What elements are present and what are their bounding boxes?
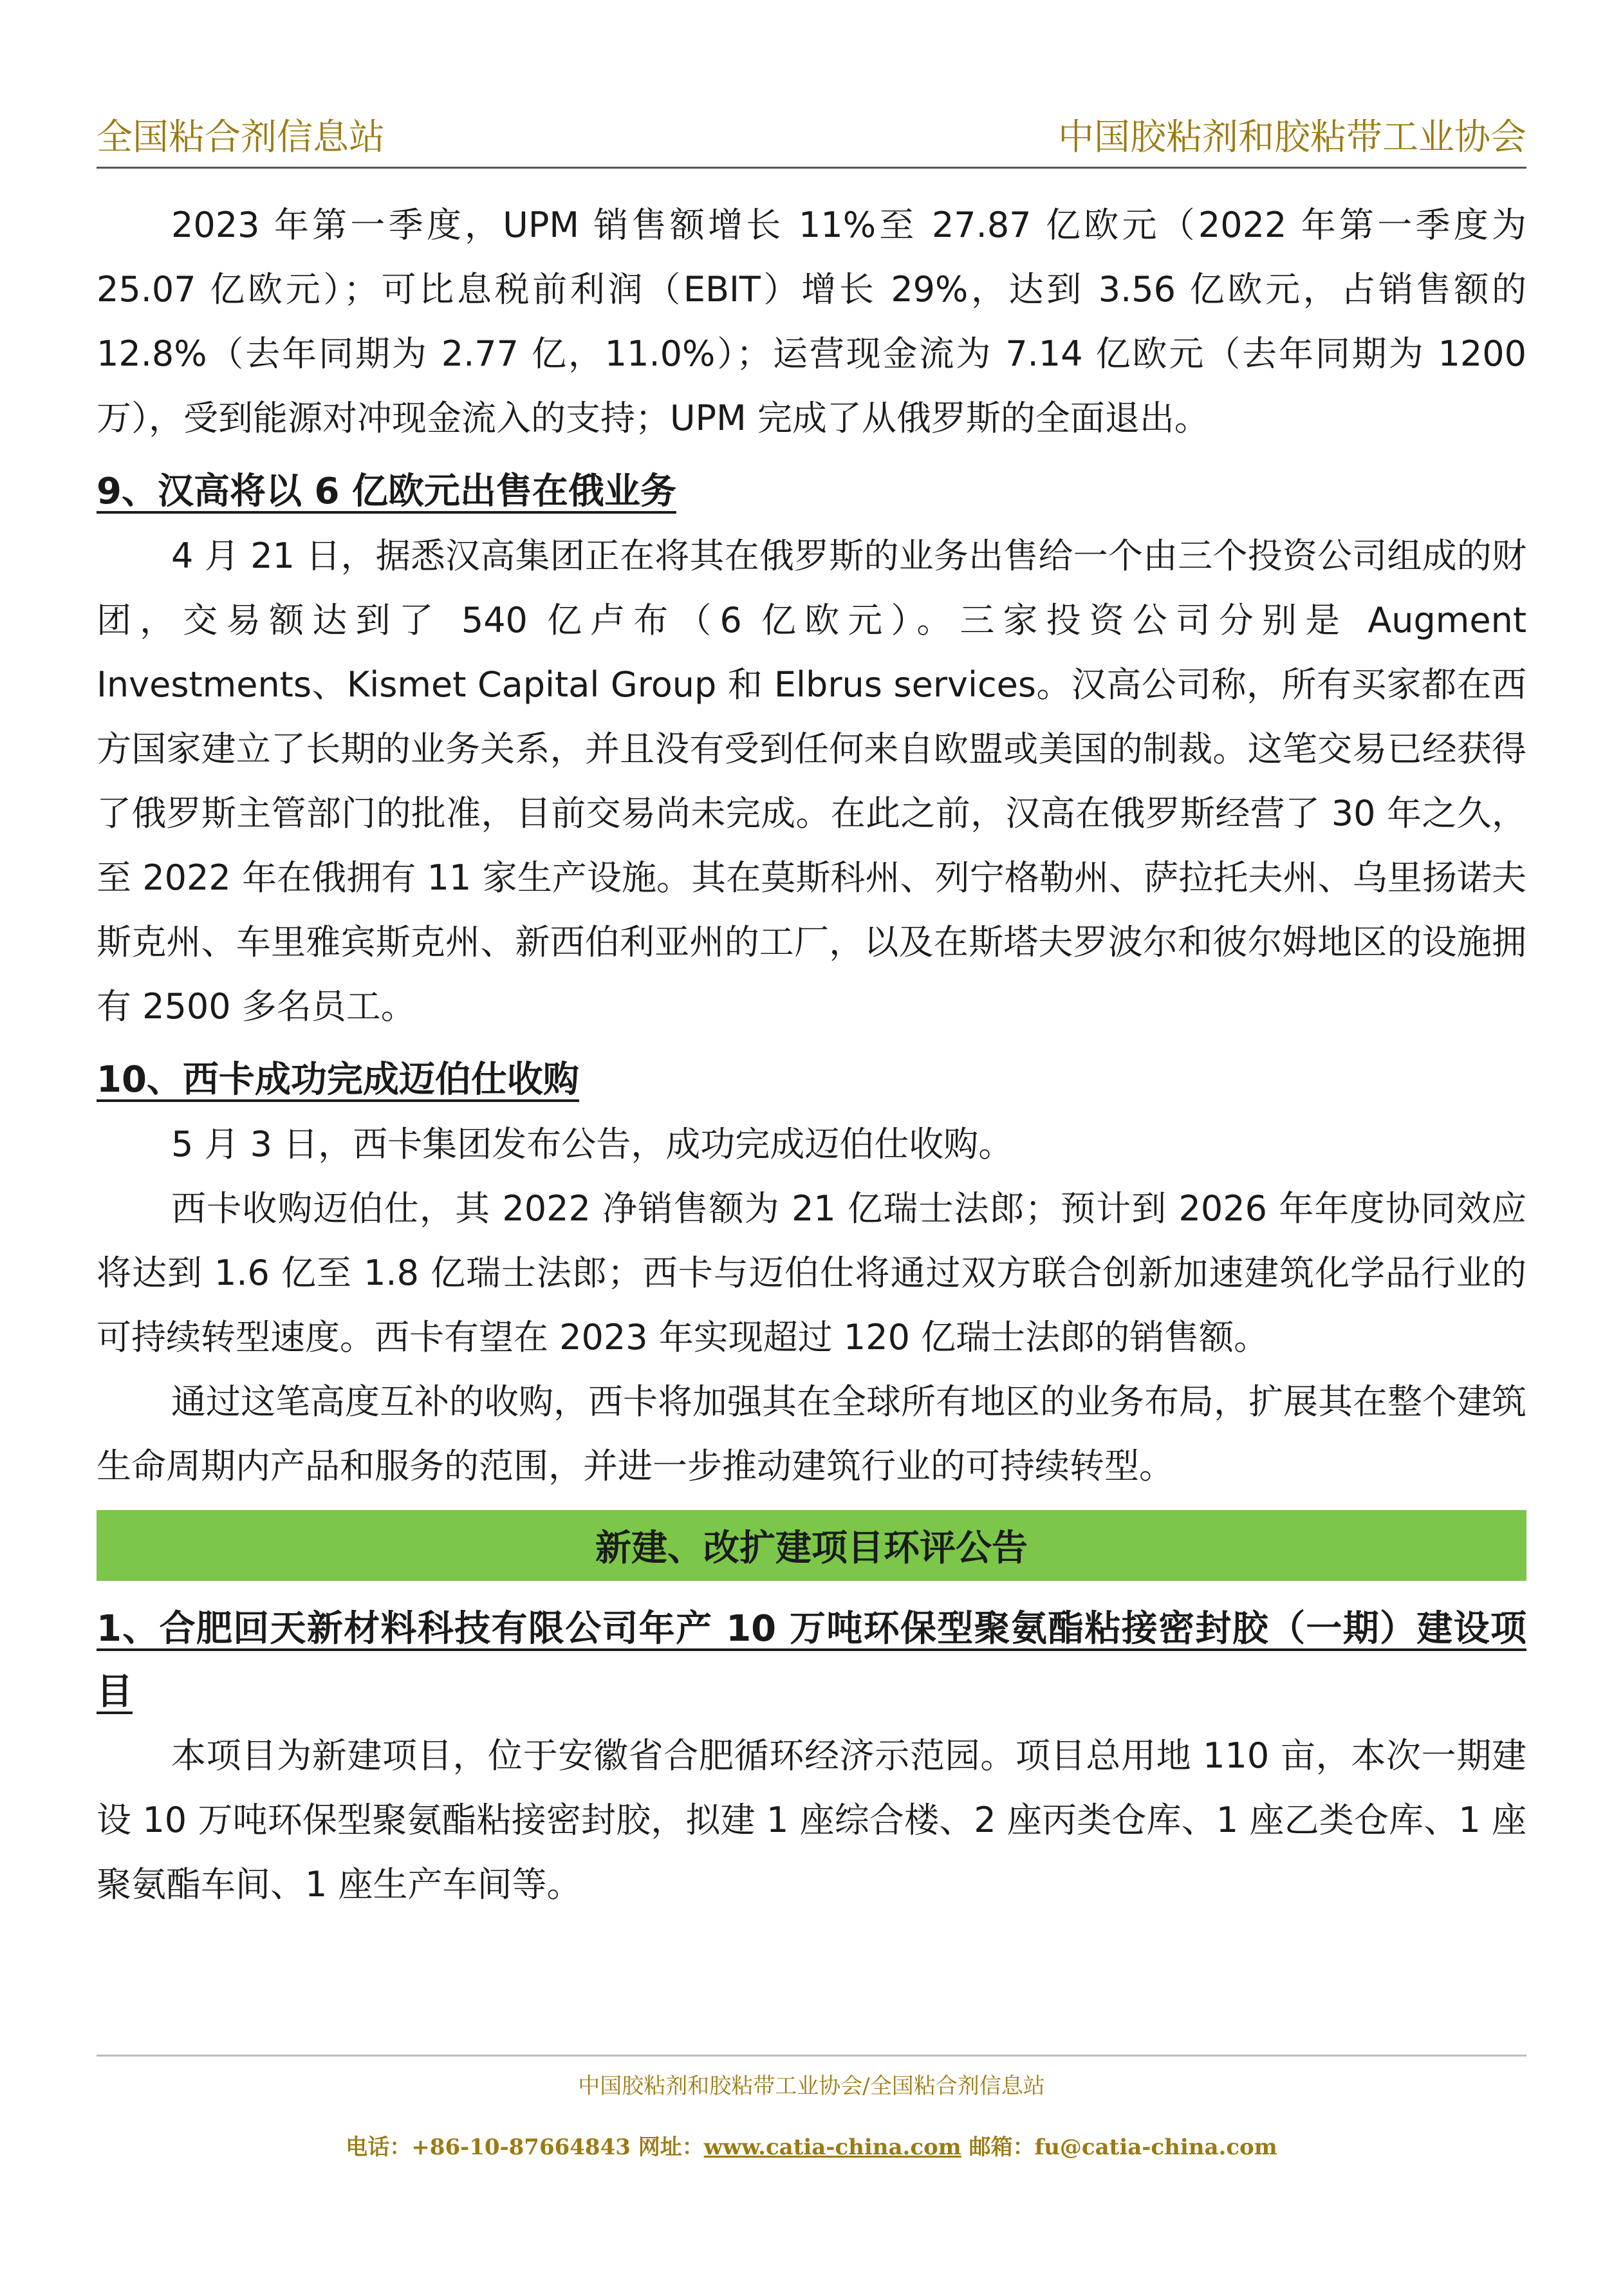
page-header bbox=[97, 115, 1526, 169]
section-10-paragraph-3: 通过这笔高度互补的收购，西卡将加强其在全球所有地区的业务布局，扩展其在整个建筑生命周期内产品和服务的范围，并进一步推动建筑行业的可持续转型。 bbox=[97, 1381, 1526, 1486]
project-1-paragraph: 本项目为新建项目，位于安徽省合肥循环经济示范园。项目总用地 110 亩，本次一期建设 10 万吨环保型聚氨酯粘接密封胶，拟建 1 座综合楼、2 座丙类仓库、1 座乙类仓库、1 座聚氨酯车间、1 座生产车间等。 bbox=[97, 1735, 1526, 1905]
section-banner-title: 新建、改扩建项目环评公告 bbox=[595, 1527, 1028, 1569]
section-10-paragraph-2: 西卡收购迈伯仕，其 2022 净销售额为 21 亿瑞士法郎；预计到 2026 年年度协同效应将达到 1.6 亿至 1.8 亿瑞士法郎；西卡与迈伯仕将通过双方联合创新加速建筑化学品行业的可持续转型速度。西卡有望在 2023 年实现超过 120 亿瑞士法郎的销售额。 bbox=[97, 1188, 1526, 1358]
footer-contact bbox=[97, 2129, 1526, 2161]
footer-email: 邮箱：fu@catia-china.com bbox=[961, 2134, 1277, 2160]
section-banner bbox=[97, 1510, 1526, 1581]
header-association-name: 中国胶粘剂和胶粘带工业协会 bbox=[1058, 117, 1526, 158]
section-10-title: 10、西卡成功完成迈伯仕收购 bbox=[97, 1059, 579, 1101]
footer-phone: 电话：+86-10-87664843 网址： bbox=[346, 2134, 704, 2160]
header-site-name: 全国粘合剂信息站 bbox=[97, 117, 385, 158]
section-9-paragraph: 4 月 21 日，据悉汉高集团正在将其在俄罗斯的业务出售给一个由三个投资公司组成的财团，交易额达到了 540 亿卢布（6 亿欧元）。三家投资公司分别是 Augment Investments、Kismet Capital Group 和 Elbrus services。汉高公司称，所有买家都在西方国家建立了长期的业务关系，并且没有受到任何来自欧盟或美国的制裁。这笔交易已经获得了俄罗斯主管部门的批准，目前交易尚未完成。在此之前，汉高在俄罗斯经营了 30 年之久，至 2022 年在俄拥有 11 家生产设施。其在莫斯科州、列宁格勒州、萨拉托夫州、乌里扬诺夫斯克州、车里雅宾斯克州、新西伯利亚州的工厂，以及在斯塔夫罗波尔和彼尔姆地区的设施拥有 2500 多名员工。 bbox=[97, 536, 1526, 1027]
section-9-title: 9、汉高将以 6 亿欧元出售在俄业务 bbox=[97, 471, 676, 512]
page-content bbox=[97, 193, 1526, 1917]
project-1-title: 1、合肥回天新材料科技有限公司年产 10 万吨环保型聚氨酯粘接密封胶（一期）建设项目 bbox=[97, 1608, 1526, 1713]
footer-organization: 中国胶粘剂和胶粘带工业协会/全国粘合剂信息站 bbox=[578, 2073, 1045, 2099]
section-10-paragraph-1: 5 月 3 日，西卡集团发布公告，成功完成迈伯仕收购。 bbox=[171, 1124, 1014, 1164]
page-footer bbox=[97, 2055, 1526, 2161]
footer-website-link[interactable]: www.catia-china.com bbox=[703, 2134, 961, 2160]
upm-paragraph: 2023 年第一季度，UPM 销售额增长 11%至 27.87 亿欧元（2022 年第一季度为 25.07 亿欧元）；可比息税前利润（EBIT）增长 29%，达到 3.56 亿欧元，占销售额的 12.8%（去年同期为 2.77 亿，11.0%）；运营现金流为 7.14 亿欧元（去年同期为 1200 万），受到能源对冲现金流入的支持；UPM 完成了从俄罗斯的全面退出。 bbox=[97, 205, 1526, 438]
